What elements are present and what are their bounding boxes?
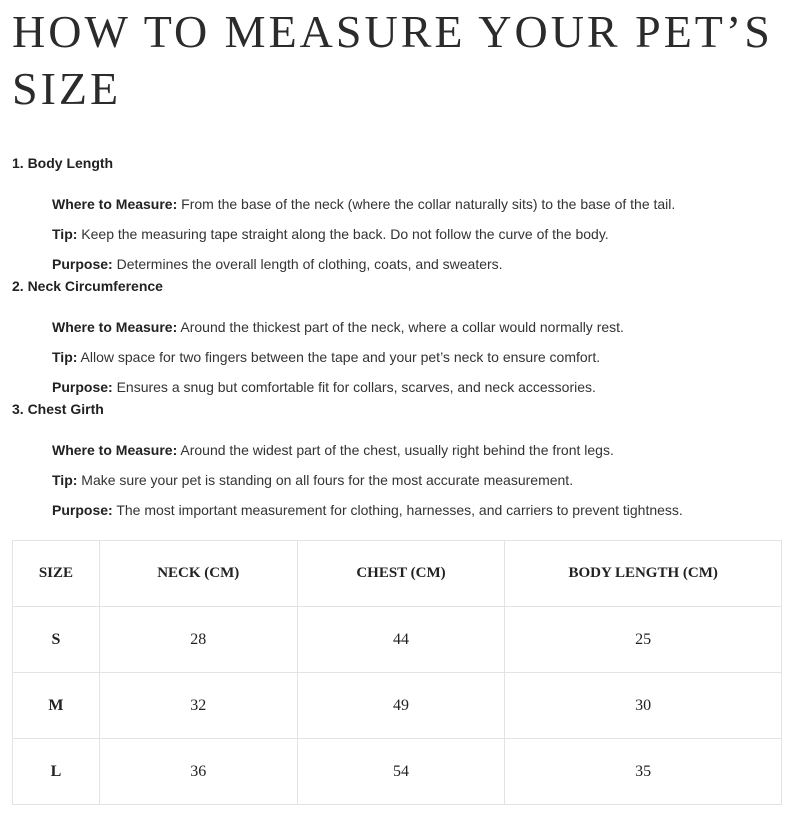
item-label: Where to Measure: [52, 196, 178, 212]
size-chart-table [12, 540, 782, 805]
column-header-body-length: BODY LENGTH (CM) [505, 541, 782, 607]
chest-cell: 44 [297, 607, 505, 673]
list-item [52, 440, 782, 460]
page-title: HOW TO MEASURE YOUR PET’S SIZE [12, 6, 773, 114]
list-item [52, 347, 782, 367]
column-header-chest: CHEST (CM) [297, 541, 505, 607]
list-item [52, 194, 782, 214]
item-text: Determines the overall length of clothing, coats, and sweaters. [112, 256, 503, 272]
item-label: Purpose: [52, 256, 113, 272]
neck-cell: 36 [99, 739, 297, 805]
section-neck-circumference [12, 276, 782, 397]
item-label: Where to Measure: [52, 319, 178, 335]
item-label: Tip: [52, 226, 78, 242]
neck-cell: 32 [99, 673, 297, 739]
size-cell: M [13, 673, 100, 739]
size-cell: S [13, 607, 100, 673]
item-label: Purpose: [52, 379, 113, 395]
item-text: Allow space for two fingers between the tape and your pet’s neck to ensure comfort. [77, 349, 601, 365]
list-item [52, 377, 782, 397]
page [12, 0, 782, 780]
item-text: Make sure your pet is standing on all fours for the most accurate measurement. [77, 472, 574, 488]
body-length-cell: 30 [505, 673, 782, 739]
section-chest-girth [12, 399, 782, 520]
section-heading: 3. Chest Girth [12, 401, 104, 417]
column-header-size: SIZE [13, 541, 100, 607]
measurement-sections [12, 153, 782, 520]
column-header-neck: NECK (CM) [99, 541, 297, 607]
item-label: Tip: [52, 472, 78, 488]
item-text: Ensures a snug but comfortable fit for collars, scarves, and neck accessories. [112, 379, 596, 395]
section-body-length [12, 153, 782, 274]
table-row [13, 739, 782, 805]
item-text: Keep the measuring tape straight along the back. Do not follow the curve of the body. [77, 226, 609, 242]
item-label: Where to Measure: [52, 442, 178, 458]
size-cell: L [13, 739, 100, 805]
section-list [52, 440, 782, 520]
list-item [52, 224, 782, 244]
body-length-cell: 35 [505, 739, 782, 805]
table-row [13, 673, 782, 739]
list-item [52, 317, 782, 337]
chest-cell: 54 [297, 739, 505, 805]
section-heading: 1. Body Length [12, 155, 114, 171]
item-text: Around the widest part of the chest, usually right behind the front legs. [177, 442, 614, 458]
item-text: The most important measurement for clothing, harnesses, and carriers to prevent tightness. [112, 502, 683, 518]
section-heading: 2. Neck Circumference [12, 278, 163, 294]
table-header-row [13, 541, 782, 607]
item-label: Purpose: [52, 502, 113, 518]
section-list [52, 194, 782, 274]
item-text: Around the thickest part of the neck, where a collar would normally rest. [177, 319, 624, 335]
table-row [13, 607, 782, 673]
list-item [52, 470, 782, 490]
item-text: From the base of the neck (where the collar naturally sits) to the base of the tail. [177, 196, 676, 212]
chest-cell: 49 [297, 673, 505, 739]
body-length-cell: 25 [505, 607, 782, 673]
list-item [52, 500, 782, 520]
list-item [52, 254, 782, 274]
item-label: Tip: [52, 349, 78, 365]
neck-cell: 28 [99, 607, 297, 673]
section-list [52, 317, 782, 397]
